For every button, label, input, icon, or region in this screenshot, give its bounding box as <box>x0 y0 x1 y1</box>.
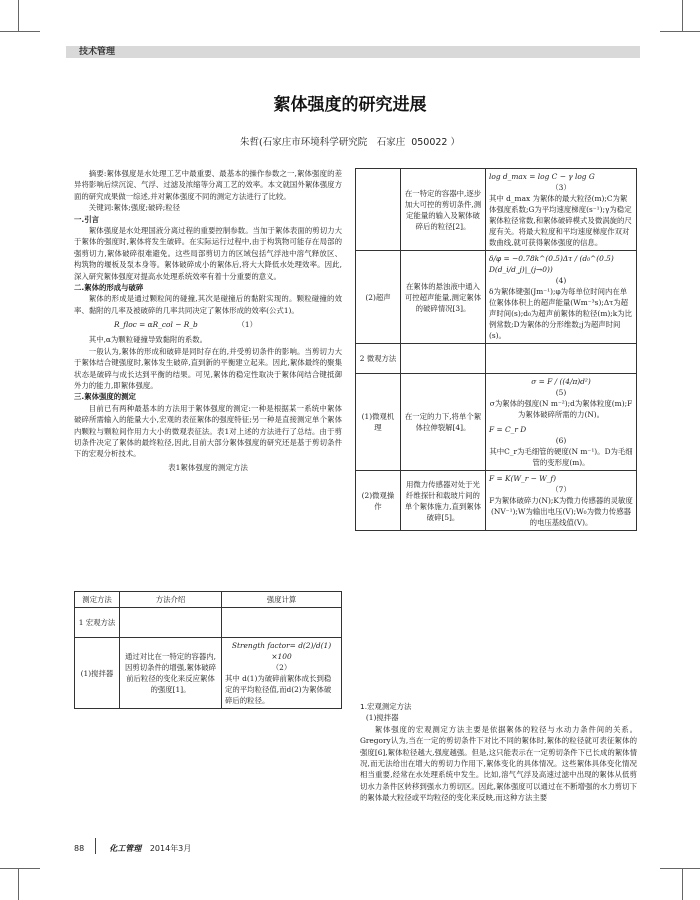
journal-logo: 化工管理 <box>109 844 142 853</box>
equation-5-note: σ为絮体的强度(N m⁻²);d为絮体粒度(m);F为絮体破碎所需的力(N)。 <box>489 399 633 419</box>
table-cell: 在一特定的容器中,逐步加大可控的剪切条件,测定能量的输入及絮体破碎后的粒径[2]。 <box>401 169 486 251</box>
crop-mark <box>0 868 40 869</box>
table-header: 测定方法 <box>75 592 120 608</box>
table-cell: (1)搅拌器 <box>75 638 120 709</box>
table-cell <box>486 471 637 531</box>
equation-6-note: 其中C_r为毛细管的硬度(N m⁻¹)。D为毛细管的变形度(m)。 <box>489 447 633 467</box>
equation-4-note: δ为絮体键强(Jm⁻¹);φ为每单位时间内在单位絮体体积上的超声能量(Wm⁻³s);Δτ为超声时间(s);d₀为超声前絮体的粒径(m);k为比例常数;D为絮体的分形维数;j为超声时间(s)。 <box>489 287 632 340</box>
heading-measurement: 三.絮体强度的测定 <box>74 392 136 402</box>
author-name: 朱哲(石家庄市环境科学研究院 石家庄 <box>239 137 406 148</box>
table-cell <box>486 374 637 471</box>
table-cell <box>222 638 342 709</box>
equation-5: σ = F / ((4/π)d²) <box>531 377 591 386</box>
crop-mark <box>682 0 683 32</box>
section-header-bar <box>66 46 640 58</box>
equation-4-number: (4) <box>555 276 567 285</box>
equation-7: F = K(W_r − W_f) <box>489 474 557 483</box>
table-cell: (2)微观操作 <box>356 471 401 531</box>
equation-2-number: （2） <box>271 663 292 672</box>
table-cell: (1)微观机理 <box>356 374 401 471</box>
paragraph: 其中,α为颗粒碰撞导致黏附的系数。 <box>88 335 207 345</box>
equation-1-expr: R_floc = αR_col − R_b <box>114 320 198 330</box>
equation-6-number: (6) <box>555 436 567 445</box>
equation-6: F = C_r D <box>489 425 527 434</box>
table-cell: 用微力传感器对处于光纤维探针和载玻片间的单个絮体施力,直到絮体破碎[5]。 <box>401 471 486 531</box>
right-column <box>360 701 637 804</box>
table-cell: 2 微观方法 <box>356 344 401 374</box>
table-cell <box>486 251 637 344</box>
table-1 <box>74 591 342 709</box>
table-caption: 表1絮体强度的测定方法 <box>168 462 248 472</box>
equation-3: log d_max = log C − γ log G <box>489 172 595 181</box>
equation-1 <box>74 319 342 331</box>
heading-macro: 1.宏观测定方法 <box>360 702 412 711</box>
equation-3-note: 其中 d_max 为絮体的最大粒径(m);C为絮体强度系数;G为平均速度梯度(s⁻¹);γ为稳定絮体粒径常数,和絮体破碎模式及微涡旋的尺度有关。将最大粒度和平均速度梯度作双对数曲线,就可获得絮体强度的信息。 <box>489 194 632 247</box>
equation-1-number: （1） <box>237 320 257 330</box>
heading-intro: 一.引言 <box>74 214 99 224</box>
table-cell <box>401 344 486 374</box>
equation-7-note: F为絮体破碎力(N);K为微力传感器的灵敏度(NV⁻¹);W为输出电压(V);W₀为微力传感器的电压基线值(V)。 <box>489 496 633 527</box>
equation-5-number: (5) <box>555 388 567 397</box>
paragraph: 目前已有两种最基本的方法用于絮体强度的测定:一种是根据某一系统中絮体破碎所需输入的能量大小,宏观的表征絮体的强度特征;另一种是直接测定单个絮体内颗粒与颗粒间作用力大小的微观表征法。表1对上述的方法进行了总结。由于剪切条件决定了絮体的最终粒径,因此,目前大部分絮体强度的研究还是基于剪切条件下的宏观分析技术。 <box>74 403 342 459</box>
section-label: 技术管理 <box>79 47 116 57</box>
table-cell <box>222 608 342 638</box>
page-number: 88 <box>74 844 85 853</box>
crop-mark <box>660 31 700 32</box>
table-header: 方法介绍 <box>120 592 222 608</box>
paragraph: 一般认为,絮体的形成和破碎是同时存在的,并受剪切条件的影响。当剪切力大于絮体结合键强度时,絮体发生破碎,直到新的平衡建立起来。因此,絮体最终的聚集状态是破碎与成长达到平衡的结果。可见,絮体的稳定性取决于絮体间结合键抵御外力的能力,即絮体强度。 <box>74 346 342 390</box>
table-cell: 在一定的力下,将单个絮体拉伸裂解[4]。 <box>401 374 486 471</box>
table-cell: 1 宏观方法 <box>75 608 120 638</box>
keywords: 关键词:絮体;强度;破碎;粒径 <box>88 203 181 213</box>
equation-2-note: 其中 d(1)为破碎前絮体成长到稳定的平均粒径值,而d(2)为絮体破碎后的粒径。 <box>225 674 332 705</box>
table-1-continued <box>355 168 637 531</box>
author-line <box>0 134 700 148</box>
subheading-stirrer: (1)搅拌器 <box>365 713 399 723</box>
table-header: 强度计算 <box>222 592 342 608</box>
equation-2: Strength factor= d(2)/d(1) ×100 <box>231 641 332 661</box>
crop-mark <box>18 0 19 32</box>
crop-mark <box>0 31 40 32</box>
paragraph: 絮体的形成是通过颗粒间的碰撞,其次是碰撞后的黏附实现的。颗粒碰撞的效率、黏附的几率及被破碎的几率共同决定了絮体形成的效率(公式1)。 <box>74 294 342 315</box>
table-cell: 通过对比在一特定的容器内,因剪切条件的增强,絮体破碎前后粒径的变化来反应絮体的强度[1]。 <box>120 638 222 709</box>
table-cell <box>120 608 222 638</box>
issue-date: 2014年3月 <box>149 844 192 853</box>
article-title: 絮体强度的研究进展 <box>273 95 427 115</box>
equation-3-number: （3） <box>551 183 571 192</box>
footer <box>74 843 191 854</box>
table-cell: (2)超声 <box>356 251 401 344</box>
abstract: 摘要:絮体强度是水处理工艺中最重要、最基本的操作参数之一,絮体强度的差异将影响后续沉淀、气浮、过滤及浓缩等分离工艺的效率。本文就国外絮体强度方面的研究成果做一综述,并对絮体强度不同的测定方法进行了比较。 <box>74 169 342 201</box>
table-cell <box>486 169 637 251</box>
crop-mark <box>660 868 700 869</box>
equation-4: δ/φ = −0.78k^(0.5)Δτ / (d₀^(0.5) D(d_i/d_j)|_(j→0)) <box>489 254 614 274</box>
author-zip: 050022 ） <box>411 137 460 148</box>
table-cell: 在絮体的悬浊液中通入可控超声能量,测定絮体的破碎情况[3]。 <box>401 251 486 344</box>
left-column <box>74 168 342 475</box>
paragraph: 絮体强度是水处理国液分离过程的重要控制参数。当加于絮体表面的剪切力大于絮体的强度时,絮体将发生破碎。在实际运行过程中,由于构筑物可能存在局部的强剪切力,絮体破碎很难避免。这些局部剪切力的区域包括气浮池中溶气释放区、构筑物的堰板及泵本身等。絮体破碎成小的絮体后,将大大降低水处理效率。因此,深入研究絮体强度对提高水处理系统效率有着十分重要的意义。 <box>74 226 342 281</box>
crop-mark <box>18 868 19 900</box>
table-cell <box>486 344 637 374</box>
crop-mark <box>682 868 683 900</box>
table-cell <box>356 169 401 251</box>
equation-7-number: （7） <box>551 485 571 494</box>
heading-formation: 二.絮体的形成与破碎 <box>74 283 144 293</box>
paragraph: 絮体强度的宏观测定方法主要是依据絮体的粒径与水动力条件间的关系。Gregory认为,当在一定的剪切条件下对比不同的絮体时,絮体的粒径就可表征絮体的强度[6],絮体粒径越大,强度越强。但是,这只能表示在一定剪切条件下已长成的絮体情况,而无法给出在增大的剪切力作用下,絮体变化的具体情况。这些絮体具体变化情况相当重要,经常在水处理系统中发生。比如,溶气气浮及高速过滤中出现的絮体从低剪切水力条件区转移到强水力剪切区。因此,絮体强度可以通过在不断增强的水力剪切下的絮体最大粒径或平均粒径的变化来反映,而这种方法主要 <box>360 724 637 803</box>
